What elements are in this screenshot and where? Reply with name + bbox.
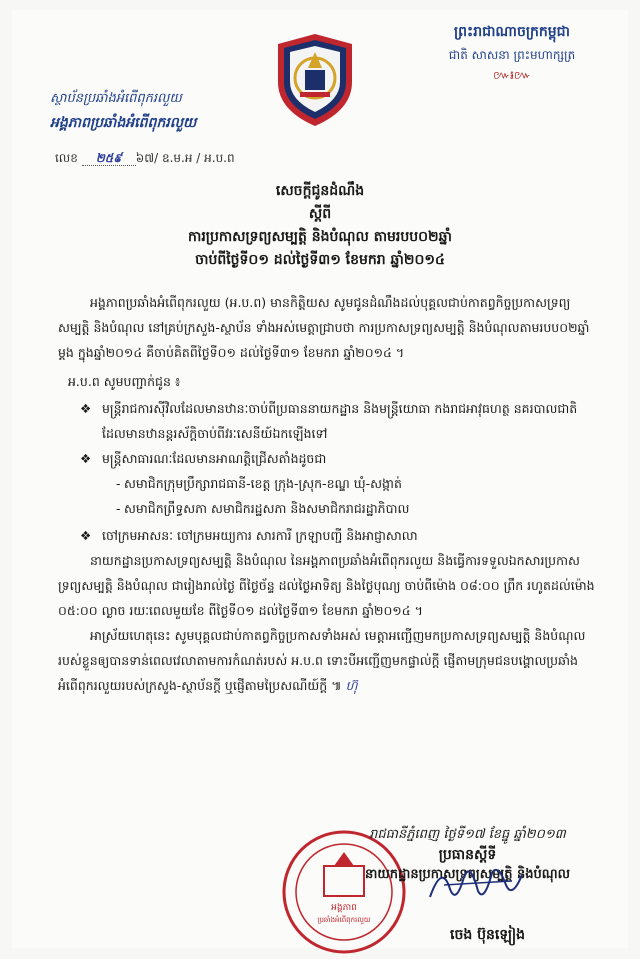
list-item [58, 396, 598, 446]
agency-line-1: ស្ថាប័នប្រឆាំងអំពើពុករលួយ [50, 91, 182, 106]
title-line-2: ស្តីពី [308, 206, 332, 222]
signatory-name: ចេង ប៊ុនឡៀង [450, 927, 526, 943]
paragraph-2: នាយកដ្ឋានប្រកាសទ្រព្យសម្បត្តិ និងបំណុល នៃអង្គភាពប្រឆាំងអំពើពុករលួយ និងធ្វើការទទួលឯកសារប្រកាសទ្រព្យសម្បត្តិ និងបំណុល ជារៀងរាល់ថ្ងៃ ពីថ្ងៃច័ន្ទ ដល់ថ្ងៃអាទិត្យ និងថ្ងៃបុណ្យ ចាប់ពីម៉ោង ០៨:០០ ព្រឹក រហូតដល់ម៉ោង ០៥:០០ ល្ងាច រយៈពេលមួយខែ ពីថ្ងៃទី០១ ដល់ថ្ងៃទី៣១ ខែមករា ឆ្នាំ២០១៤ ។ [58, 553, 595, 618]
kingdom-ornament: ៚៛៚ [493, 68, 531, 82]
ref-code: ឧ.ម.អ / អ.ប.ព [161, 151, 235, 165]
list-item [58, 446, 598, 471]
signature-icon [420, 855, 530, 915]
ref-handwritten-number: ២៥៩ [82, 151, 136, 166]
signoff-date: រាជធានីភ្នំពេញ ថ្ងៃទី១៧ ខែធ្នូ ឆ្នាំ២០១៣ [369, 827, 566, 842]
diamond-bullet-icon: ❖ [80, 451, 92, 466]
reference-number [55, 150, 235, 168]
agency-logo-icon [270, 30, 360, 130]
dash-bullet-icon: - [116, 476, 121, 491]
dash-bullet-icon: - [116, 501, 121, 516]
intro-line: អ.ប.ព សូមបញ្ជាក់ជូន ៖ [68, 374, 181, 389]
sub-list-item-text: សមាជិកក្រុមប្រឹក្សារាជធានី-ខេត្ត ក្រុង-ស្រុក-ខណ្ឌ ឃុំ-សង្កាត់ [124, 476, 402, 491]
sub-list-item [58, 496, 598, 521]
list-item-text: មន្ត្រីសាធារណៈដែលមានអាណត្តិជ្រើសតាំងដូចជា [102, 451, 327, 466]
sub-list-item [58, 471, 598, 496]
agency-header [50, 90, 196, 134]
list-item-text: ចៅក្រមអាសនៈ ចៅក្រមអយ្យការ សារការី ក្រឡាបញ្ជី និងអាជ្ញាសាលា [102, 528, 418, 543]
kingdom-line-1: ព្រះរាជាណាចក្រកម្ពុជា [453, 24, 570, 40]
diamond-bullet-icon: ❖ [80, 401, 92, 416]
document-body [58, 290, 598, 698]
diamond-bullet-icon: ❖ [80, 528, 92, 543]
stamp-center-text-2: ប្រឆាំងអំពើពុករលួយ [317, 916, 371, 924]
document-title [0, 180, 640, 272]
handwritten-initial: ហ៊ុ [345, 678, 358, 693]
list-item-text: មន្ត្រីរាជការស៊ីវិលដែលមានឋានៈចាប់ពីប្រធាននាយកដ្ឋាន និងមន្ត្រីយោធា កងរាជអាវុធហត្ថ នគរបាលជាតិ ដែលមានឋានន្តរស័ក្តិចាប់ពីវរៈសេនីយ៍ឯកឡើងទៅ [102, 401, 578, 441]
list-item [58, 523, 598, 548]
stamp-center-text-1: អង្គភាព [331, 903, 357, 913]
title-line-4: ចាប់ពីថ្ងៃទី០១ ដល់ថ្ងៃទី៣១ ខែមករា ឆ្នាំ២០១៤ [195, 252, 445, 268]
agency-line-2: អង្គភាពប្រឆាំងអំពើពុករលួយ [50, 115, 197, 131]
eligibility-list-cont [58, 523, 598, 548]
kingdom-line-2: ជាតិ សាសនា ព្រះមហាក្សត្រ [448, 48, 576, 62]
ref-label: លេខ [55, 151, 78, 165]
ref-suffix: ៦៧/ [135, 151, 159, 165]
paragraph-1: អង្គភាពប្រឆាំងអំពើពុករលួយ (អ.ប.ព) មានកិត្តិយស សូមជូនដំណឹងដល់បុគ្គលជាប់កាតព្វកិច្ចប្រកាសទ្រព្យសម្បត្តិ និងបំណុល នៅគ្រប់ក្រសួង-ស្ថាប័ន ទាំងអស់មេត្តាជ្រាបថា ការប្រកាសទ្រព្យសម្បត្តិ និងបំណុលតាមរបប០២ឆ្នាំម្តង ក្នុងឆ្នាំ២០១៤ គឺចាប់គិតពីថ្ងៃទី០១ ដល់ថ្ងៃទី៣១ ខែមករា ឆ្នាំ២០១៤ ។ [58, 295, 590, 360]
eligibility-list [58, 396, 598, 471]
paragraph-3-text: អាស្រ័យហេតុនេះ សូមបុគ្គលជាប់កាតព្វកិច្ចប្រកាសទាំងអស់ មេត្តាអញ្ជើញមកប្រកាសទ្រព្យសម្បត្តិ និងបំណុល របស់ខ្លួនឲ្យបានទាន់ពេលវេលាតាមការកំណត់របស់ អ.ប.ព ទោះបីអញ្ជើញមកផ្ទាល់ក្តី ផ្ញើតាមក្រុមជនបង្គោលប្រឆាំងអំពើពុករលួយរបស់ក្រសួង-ស្ថាប័នក្តី ឬផ្ញើតាមប្រៃសណីយ៍ក្តី ៕ [58, 628, 586, 693]
paragraph-3 [58, 623, 598, 698]
signoff-title-1: ប្រធានស្តីទី [438, 847, 497, 863]
signoff-title-2: នាយកដ្ឋានប្រកាសទ្រព្យសម្បត្តិ និងបំណុល [364, 867, 570, 882]
title-line-3: ការប្រកាសទ្រព្យសម្បត្តិ និងបំណុល តាមរបប០២ឆ្នាំ [188, 229, 452, 245]
kingdom-header [412, 22, 612, 85]
title-line-1: សេចក្តីជូនដំណឹង [275, 183, 365, 199]
sub-list-item-text: សមាជិកព្រឹទ្ធសភា សមាជិករដ្ឋសភា និងសមាជិករាជរដ្ឋាភិបាល [124, 501, 410, 516]
